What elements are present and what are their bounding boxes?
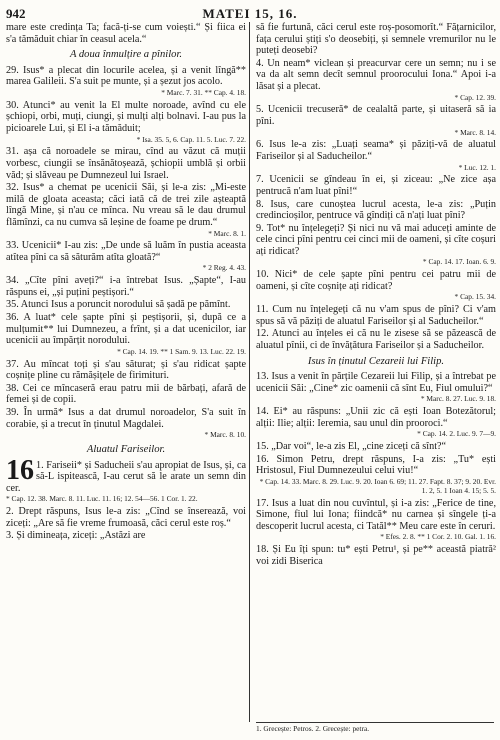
verse-32: 32. Isus* a chemat pe ucenicii Săi, și le-a zis: „Mi-este milă de gloata aceasta; căci iată că de trei zile așteaptă lîngă Mine, și n'au ce mînca. Nu vreau să le dau drumul flămînzi, ca nu cumva să leșine de foame pe drum.“ [6,182,246,228]
cross-reference: * Marc. 7. 31. ** Cap. 4. 18. [161,87,246,97]
verse-1-text: 1. Fariseii* și Saducheii s'au apropiat de Isus, și, ca să-L ispitească, I-au cerut să le arate un semn din cer. [6,459,246,494]
cross-reference: * Marc. 8. 1. [208,228,246,238]
cross-reference: * Isa. 35. 5, 6. Cap. 11. 5. Luc. 7. 22. [136,134,246,144]
verse-8: 8. Isus, care cunoștea lucrul acesta, le-a zis: „Puțin credincioșilor, pentruce vă gîndiți că n'ați luat pîni? [256,198,496,222]
verse-35: 35. Atunci Isus a poruncit norodului să șadă pe pămînt. [6,299,231,311]
section-heading: Isus în ținutul Cezareii lui Filip. [307,355,445,367]
cross-reference: * Marc. 8. 14. [454,127,496,137]
verse-17: 17. Isus a luat din nou cuvîntul, și i-a zis: „Ferice de tine, Simone, fiul lui Iona; fiindcă* nu carnea și sîngele ți-a descoperit lucrul acesta, ci Tatăl** Meu care este în ceruri. [256,497,496,532]
verse-15: 15. „Dar voi“, le-a zis El, „cine ziceți că sînt?“ [256,441,447,453]
verse-13: 13. Isus a venit în părțile Cezareii lui Filip, și a întrebat pe ucenicii Săi: „Cine* zic oamenii că sînt Eu, Fiul omului?“ [256,371,496,394]
cross-reference: * Cap. 14. 17. Ioan. 6. 9. [422,257,496,267]
verse-10: 10. Nici* de cele șapte pîni pentru cei patru mii de oameni, și cîte coșnițe ați ridicat? [256,269,496,292]
verse-38: 38. Cei ce mîncaseră erau patru mii de bărbați, afară de femei și de copii. [6,382,246,406]
column-divider [249,22,250,722]
chapter-16-verse-1 [6,454,246,495]
verse-5: 5. Ucenicii trecuseră* de cealaltă parte, și uitaseră să ia pîni. [256,104,496,127]
section-heading: A doua înmulțire a pînilor. [69,49,183,61]
verse-9: 9. Tot* nu înțelegeți? Și nici nu vă mai aduceți aminte de cele cinci pîni pentru cei cinci mii de oameni, și cîte coșuri ați ridicat? [256,222,496,257]
cross-reference: * Cap. 12. 38. Marc. 8. 11. Luc. 11. 16; 12. 54—56. 1 Cor. 1. 22. [6,494,198,504]
left-column [6,22,246,734]
cross-reference: * Cap. 15. 34. [454,292,496,302]
verse-34: 34. „Cîte pîni aveți?“ i-a întrebat Isus. „Șapte“, I-au răspuns ei, „și puțini peștișori.“ [6,275,246,298]
cross-reference: * Efes. 2. 8. ** 1 Cor. 2. 10. Gal. 1. 16. [380,532,496,542]
verse-4: 4. Un neam* viclean și preacurvar cere un semn; nu i se va da alt semn decît semnul proorocului Iona.“ Apoi i-a lăsat și a plecat. [256,57,496,92]
verse-18: 18. Și Eu îți spun: tu* ești Petru¹, și pe** această piatră² voi zidi Biserica [256,544,496,567]
verse-14: 14. Ei* au răspuns: „Unii zic că ești Ioan Botezătorul; alții: Ilie; alții: Ieremia, sau unul din prooroci.“ [256,406,496,429]
chapter-number: 16 [6,454,34,486]
verse-3: 3. Și dimineața, ziceți: „Astăzi are [6,530,146,542]
verse-31: 31. așa că noroadele se mirau, cînd au văzut că muții vorbesc, ciungii se însănătoșează, șchiopii umblă și orbii văd; și slăveau pe Dumnezeul lui Israel. [6,146,246,181]
cross-reference: * Marc. 8. 10. [204,430,246,440]
verse-37: 37. Au mîncat toți și s'au săturat; și s'au ridicat șapte coșnițe pline cu rămășițele de firimituri. [6,358,246,382]
section-heading: Aluatul Fariseilor. [86,444,166,455]
verse-16: 16. Simon Petru, drept răspuns, I-a zis: „Tu* ești Hristosul, Fiul Dumnezeului celui viu!“ [256,453,496,477]
cross-reference: * Cap. 12. 39. [454,92,496,102]
right-column [256,22,496,734]
verse-29: 29. Isus* a plecat din locurile acelea, și a venit lîngă** marea Galileii. S'a suit pe munte, și a șezut jos acolo. [6,64,246,88]
page-number: 942 [6,6,26,21]
verse-12: 12. Atunci au înțeles ei că nu le zisese să se păzească de aluatul pînii, ci de învățătura Fariseilor și a Saducheilor. [256,328,496,352]
verse-33: 33. Ucenicii* I-au zis: „De unde să luăm în pustia aceasta atîtea pîni ca să săturăm atîta gloată?“ [6,240,246,263]
verse-36: 36. A luat* cele șapte pîni și peștișorii, și, după ce a mulțumit** lui Dumnezeu, a frînt, și a dat ucenicilor, iar ucenicii au împărțit norodului. [6,312,246,347]
cross-reference: * Cap. 14. 33. Marc. 8. 29. Luc. 9. 20. Ioan 6. 69; 11. 27. Fapt. 8. 37; 9. 20. Evr. 1. 2, 5. 1 Ioan 4. 15; 5. 5. [259,476,496,495]
page-header [6,6,494,22]
verse-text: mare este credința Ta; facă-ți-se cum voiești.“ Și fiica ei s'a tămăduit chiar în ceasul acela.“ [6,22,246,45]
verse-39: 39. În urmă* Isus a dat drumul noroadelor, S'a suit în corabie, și a trecut în ținutul Magdalei. [6,407,246,430]
footnote-divider [256,722,494,723]
verse-11: 11. Cum nu înțelegeți că nu v'am spus de pîni? Ci v'am spus să vă păziți de aluatul Fariseilor și al Saducheilor.“ [256,304,496,327]
cross-reference: * Cap. 14. 2. Luc. 9. 7—9. [417,429,496,439]
running-title: MATEI 15, 16. [202,6,298,21]
verse-7: 7. Ucenicii se gîndeau în ei, și ziceau: „Ne zice așa pentrucă n'am luat pîni!“ [256,174,496,197]
cross-reference: * Luc. 12. 1. [458,162,496,172]
cross-reference: * 2 Reg. 4. 43. [202,263,246,273]
verse-6: 6. Isus le-a zis: „Luați seama* și păziți-vă de aluatul Fariseilor și al Saducheilor.“ [256,139,496,162]
verse-3-continued: să fie furtună, căci cerul este roș-posomorît.“ Fățarnicilor, fața cerului știți s'o deosebiți, și semnele vremurilor nu le puteți deosebi? [256,22,496,57]
cross-reference: * Cap. 14. 19. ** 1 Sam. 9. 13. Luc. 22. 19. [117,346,246,356]
footnote: 1. Grecește: Petros. 2. Grecește: petra. [256,724,370,733]
verse-2: 2. Drept răspuns, Isus le-a zis: „Cînd se înserează, voi ziceți: „Are să fie vreme frumoasă, căci cerul este roș.“ [6,506,246,529]
cross-reference: * Marc. 8. 27. Luc. 9. 18. [420,394,496,404]
verse-30: 30. Atunci* au venit la El multe noroade, avînd cu ele șchiopi, orbi, muți, ciungi, și mulți alți bolnavi. I-au pus la picioarele Lui, și El i-a tămăduit; [6,99,246,134]
